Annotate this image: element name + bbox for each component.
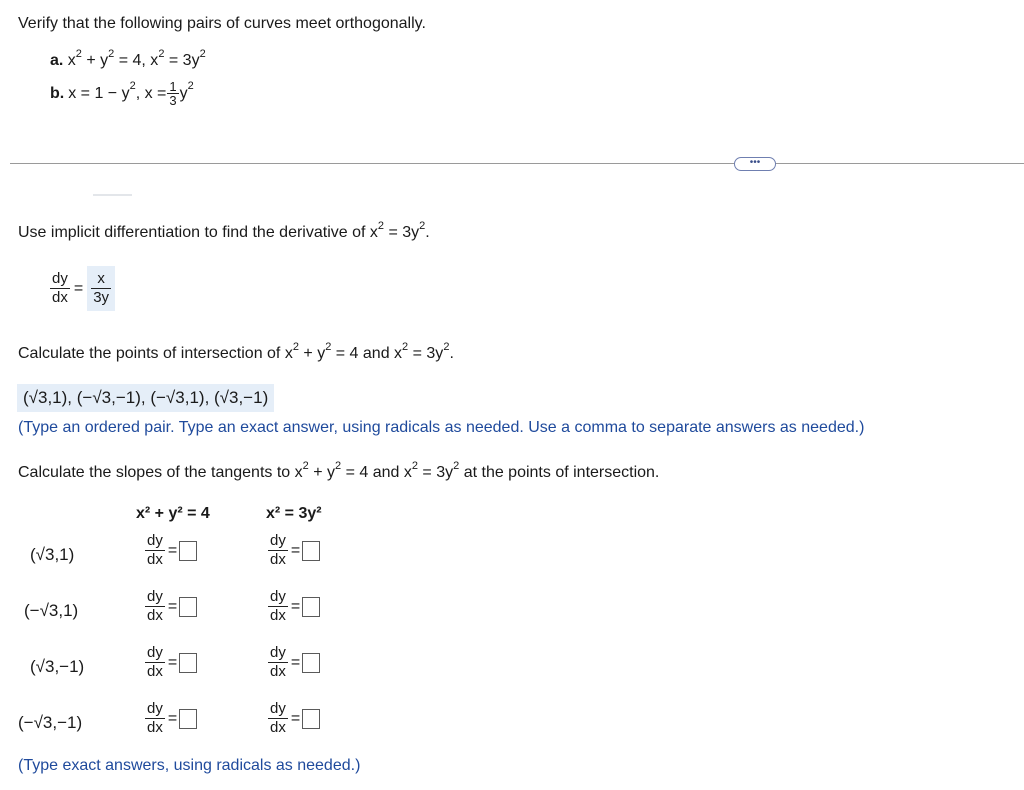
dy-dx-fraction (145, 700, 165, 737)
equals-sign: = (167, 709, 178, 727)
row1-label: (√3,1) (30, 545, 75, 564)
dy-label: dy (270, 644, 286, 661)
dy-dx-fraction (50, 270, 70, 307)
dx-label: dx (270, 663, 286, 680)
dy-dx-fraction (145, 644, 165, 681)
derivative-answer[interactable] (87, 266, 115, 311)
dy-label: dy (147, 588, 163, 605)
row4-label: (−√3,−1) (18, 713, 83, 732)
dy-label: dy (270, 700, 286, 717)
problem-intro: Verify that the following pairs of curves meet orthogonally. (18, 15, 426, 32)
slope-input-r1-c2[interactable] (302, 541, 320, 561)
equals-sign: = (290, 709, 301, 727)
dy-label: dy (270, 588, 286, 605)
section-divider (10, 163, 1024, 164)
equals-sign: = (290, 653, 301, 671)
step1-derivative (50, 266, 115, 311)
dy-label: dy (270, 532, 286, 549)
step1-prompt (18, 219, 430, 242)
dy-dx-fraction (268, 700, 288, 737)
part-a-equations: $x^2 + y^2 = 4$, $x^2 = 3y^2$ (67, 47, 206, 69)
equals-sign: = (167, 653, 178, 671)
dy-label: dy (147, 700, 163, 717)
dx-label: dx (147, 551, 163, 568)
step3-prompt-mid: and (372, 464, 400, 481)
slope-input-r1-c1[interactable] (179, 541, 197, 561)
dy-dx-fraction (268, 644, 288, 681)
equals-sign: = (290, 541, 301, 559)
dx-label: dx (270, 607, 286, 624)
step3-hint: (Type exact answers, using radicals as needed.) (18, 757, 361, 774)
dx-label: dx (147, 719, 163, 736)
step2-prompt: Calculate the points of intersection of $x^2 + y^2 = 4$ and $x^2 = 3y^2$. (18, 340, 454, 362)
step3-prompt-pre: Calculate the slopes of the tangents to (18, 464, 291, 481)
row3-label: (√3,−1) (30, 657, 85, 676)
point-2: (−√3,−1) (76, 388, 141, 407)
row3-col1 (145, 644, 197, 681)
dx-label: dx (270, 719, 286, 736)
answer-numerator: x (97, 270, 105, 287)
intersection-answer[interactable]: (√3,1), (−√3,−1), (−√3,1), (√3,−1) (17, 384, 274, 412)
step2-prompt-pre: Calculate the points of intersection of (18, 345, 281, 362)
row4-col2 (268, 700, 320, 737)
dx-label: dx (147, 663, 163, 680)
row3-col2 (268, 644, 320, 681)
dy-dx-fraction (268, 532, 288, 569)
part-a-label: a. (50, 52, 64, 69)
dx-label: dx (270, 551, 286, 568)
col2-header: x² = 3y² (266, 505, 322, 522)
part-a (50, 47, 206, 70)
dy-label: dy (52, 270, 68, 287)
row4-col1 (145, 700, 197, 737)
equals-sign: = (73, 279, 84, 297)
equals-sign: = (290, 597, 301, 615)
slope-input-r2-c2[interactable] (302, 597, 320, 617)
equals-sign: = (167, 541, 178, 559)
slope-input-r3-c1[interactable] (179, 653, 197, 673)
dy-label: dy (147, 532, 163, 549)
col1-header: x² + y² = 4 (136, 505, 210, 522)
slope-input-r4-c2[interactable] (302, 709, 320, 729)
part-b-eq1: $x = 1 - y^2$, x = (68, 80, 167, 102)
row1-col1 (145, 532, 197, 569)
row2-col1 (145, 588, 197, 625)
step2-hint: (Type an ordered pair. Type an exact answer, using radicals as needed. Use a comma to separate answers as needed.) (18, 419, 865, 436)
fraction-denominator: 3 (169, 93, 177, 108)
point-4: (√3,−1) (214, 388, 269, 407)
row2-col2 (268, 588, 320, 625)
dx-label: dx (147, 607, 163, 624)
step2-prompt-mid: and (362, 345, 390, 362)
step1-prompt-text: Use implicit differentiation to find the derivative of (18, 224, 366, 241)
row2-label: (−√3,1) (24, 601, 79, 620)
step1-equation: $x^2 = 3y^2$. (369, 219, 430, 241)
point-1: (√3,1) (23, 388, 68, 407)
dy-dx-fraction (268, 588, 288, 625)
faint-divider (93, 194, 132, 196)
slope-input-r3-c2[interactable] (302, 653, 320, 673)
part-b-label: b. (50, 84, 65, 102)
part-b (50, 80, 194, 107)
dy-dx-fraction (145, 588, 165, 625)
point-3: (−√3,1) (150, 388, 205, 407)
step3-prompt-post: at the points of intersection. (463, 464, 660, 481)
step3-prompt: Calculate the slopes of the tangents to $x^2 + y^2 = 4$ and $x^2 = 3y^2$ at the points of intersection. (18, 459, 660, 481)
fraction-numerator: 1 (169, 79, 177, 94)
row1-col2 (268, 532, 320, 569)
part-b-fraction (167, 80, 178, 107)
answer-denominator: 3y (93, 289, 110, 306)
slope-input-r4-c1[interactable] (179, 709, 197, 729)
part-b-eq2: $y^2$ (179, 80, 194, 102)
slope-input-r2-c1[interactable] (179, 597, 197, 617)
dy-label: dy (147, 644, 163, 661)
dy-dx-fraction (145, 532, 165, 569)
more-options-button[interactable]: ••• (734, 157, 776, 171)
dx-label: dx (52, 289, 68, 306)
equals-sign: = (167, 597, 178, 615)
